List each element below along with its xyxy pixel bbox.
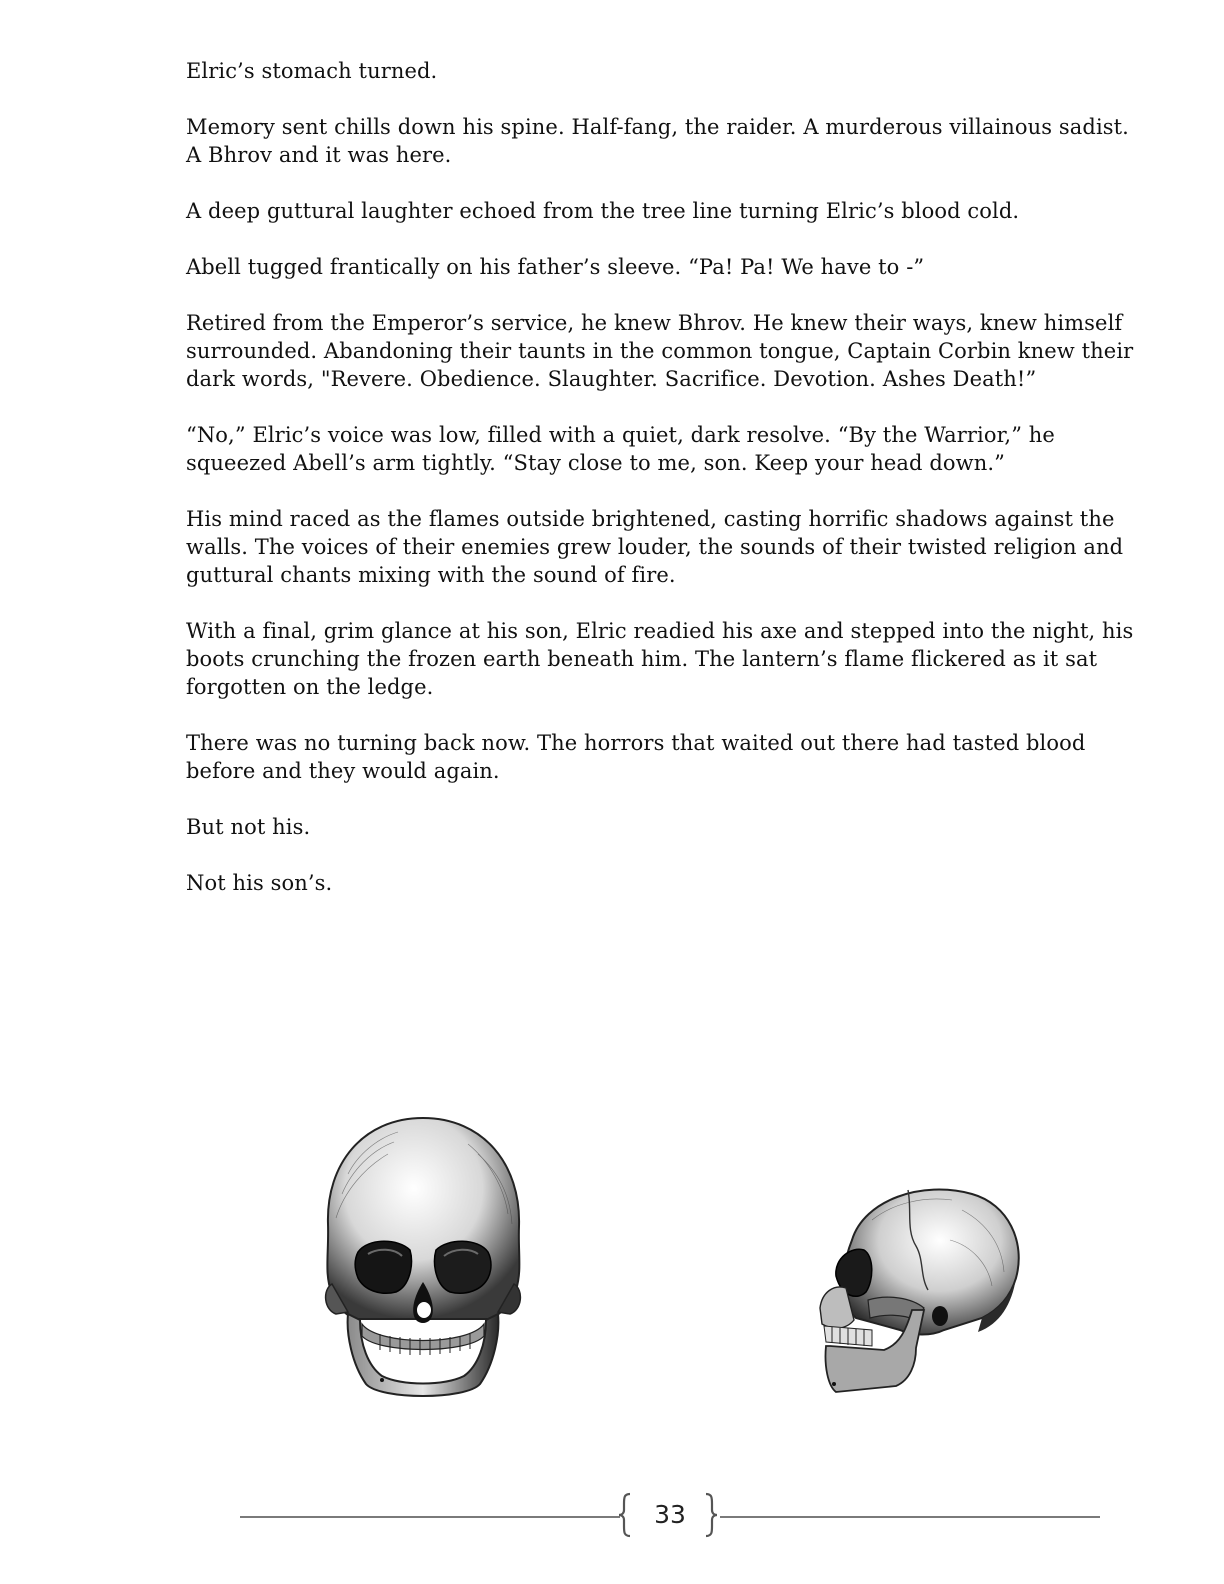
paragraph-4: Abell tugged frantically on his father’s sleeve. “Pa! Pa! We have to -” <box>186 255 925 279</box>
paragraph-5: Retired from the Emperor’s service, he knew Bhrov. He knew their ways, knew himself surrounded. Abandoning their taunts in the common tongue, Captain Corbin knew their dark words, "Revere. Obedience. Slaughter. Sacrifice. Devotion. Ashes Death!” <box>186 311 1134 391</box>
right-brace-icon <box>704 1492 718 1538</box>
skull-front-illustration <box>318 1114 528 1404</box>
skull-side-illustration <box>812 1180 1024 1398</box>
page-footer <box>0 1490 1224 1550</box>
paragraph-9: There was no turning back now. The horrors that waited out there had tasted blood before and they would again. <box>186 731 1086 783</box>
paragraph-11: Not his son’s. <box>186 871 333 895</box>
paragraph-7: His mind raced as the flames outside brightened, casting horrific shadows against the walls. The voices of their enemies grew louder, the sounds of their twisted religion and guttural chants mixing with the sound of fire. <box>186 507 1124 587</box>
page-number: 33 <box>654 1500 686 1529</box>
paragraph-1: Elric’s stomach turned. <box>186 59 438 83</box>
footer-rule-left <box>240 1516 620 1518</box>
paragraph-3: A deep guttural laughter echoed from the tree line turning Elric’s blood cold. <box>186 199 1020 223</box>
paragraph-6: “No,” Elric’s voice was low, filled with a quiet, dark resolve. “By the Warrior,” he squeezed Abell’s arm tightly. “Stay close to me, son. Keep your head down.” <box>186 423 1055 475</box>
skull-illustrations <box>0 1100 1224 1430</box>
paragraph-8: With a final, grim glance at his son, Elric readied his axe and stepped into the night, his boots crunching the frozen earth beneath him. The lantern’s flame flickered as it sat forgotten on the ledge. <box>186 619 1134 699</box>
story-text <box>186 57 1146 925</box>
footer-rule-right <box>720 1516 1100 1518</box>
paragraph-2: Memory sent chills down his spine. Half-fang, the raider. A murderous villainous sadist. A Bhrov and it was here. <box>186 115 1129 167</box>
paragraph-10: But not his. <box>186 815 311 839</box>
left-brace-icon <box>618 1492 632 1538</box>
